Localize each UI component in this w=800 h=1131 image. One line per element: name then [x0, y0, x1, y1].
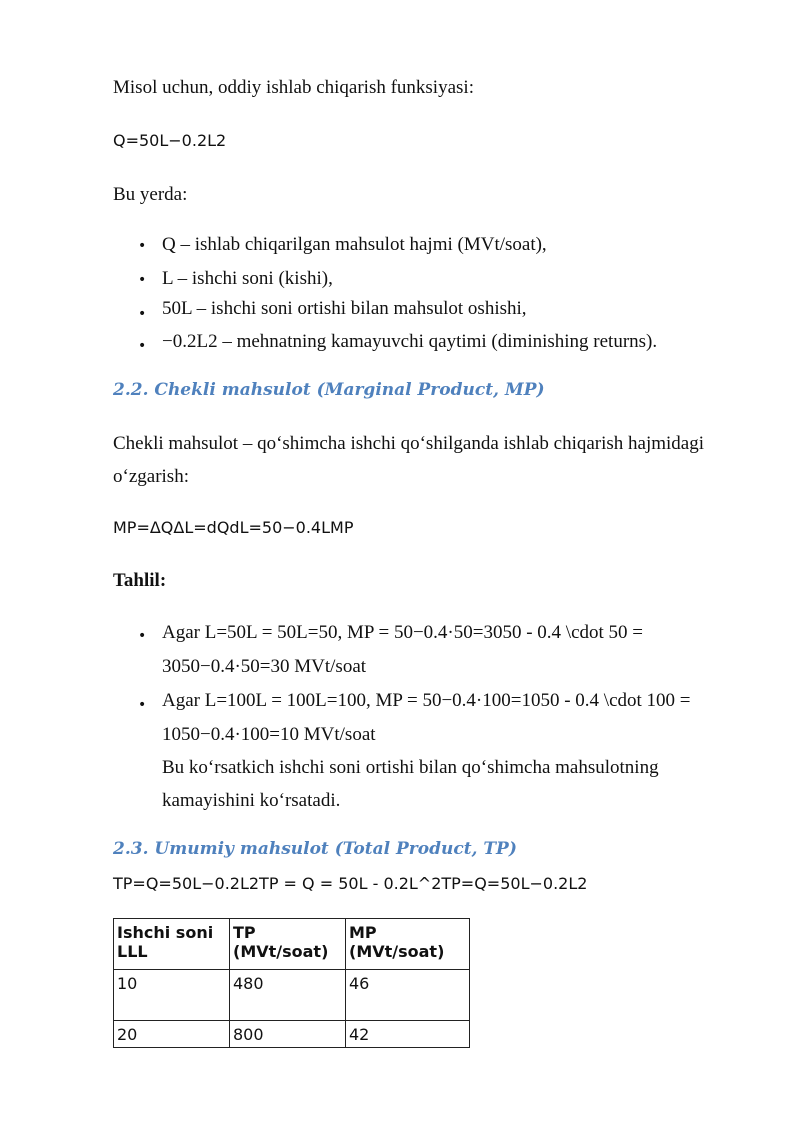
- table-cell: 20: [114, 1021, 230, 1048]
- table-cell: 10: [114, 970, 230, 1021]
- list-item: −0.2L2 – mehnatning kamayuvchi qaytimi (diminishing returns).: [162, 331, 658, 352]
- analysis-line: Bu ko‘rsatkich ishchi soni ortishi bilan qo‘shimcha mahsulotning: [162, 757, 659, 778]
- list-item: L – ishchi soni (kishi),: [162, 268, 333, 289]
- table-cell: 42: [346, 1021, 470, 1048]
- analysis-line: 3050−0.4·50=30 MVt/soat: [162, 656, 367, 677]
- tahlil-label: Tahlil:: [113, 570, 167, 591]
- table-row: [114, 970, 470, 1021]
- bu-yerda-text: Bu yerda:: [113, 184, 188, 205]
- formula-tp: TP=Q=50L−0.2L2TP = Q = 50L - 0.2L^2TP=Q=50L−0.2L2: [113, 874, 588, 893]
- table-cell: 46: [346, 970, 470, 1021]
- analysis-line: Agar L=50L = 50L=50, MP = 50−0.4·50=3050 - 0.4 \cdot 50 =: [162, 622, 644, 643]
- analysis-line: 1050−0.4·100=10 MVt/soat: [162, 724, 376, 745]
- bullet-glyph: •: [138, 238, 147, 254]
- mp-description-line2: o‘zgarish:: [113, 466, 189, 487]
- list-item: Q – ishlab chiqarilgan mahsulot hajmi (MVt/soat),: [162, 234, 547, 255]
- table-row: [114, 1021, 470, 1048]
- mp-description-line1: Chekli mahsulot – qo‘shimcha ishchi qo‘shilganda ishlab chiqarish hajmidagi: [113, 433, 705, 454]
- formula-mp: MP=ΔQΔL=dQdL=50−0.4LMP: [113, 518, 354, 537]
- bullet-glyph: •: [138, 272, 147, 288]
- list-item: 50L – ishchi soni ortishi bilan mahsulot oshishi,: [162, 298, 527, 319]
- analysis-line: Agar L=100L = 100L=100, MP = 50−0.4·100=1050 - 0.4 \cdot 100 =: [162, 690, 691, 711]
- bullet-glyph: •: [138, 628, 147, 644]
- bullet-glyph: •: [138, 306, 147, 322]
- table-cell: 800: [230, 1021, 346, 1048]
- production-table: [113, 918, 470, 1048]
- table-header-cell: MP (MVt/soat): [346, 919, 470, 970]
- table-header-cell: TP (MVt/soat): [230, 919, 346, 970]
- section-heading-tp: 2.3. Umumiy mahsulot (Total Product, TP): [113, 839, 517, 859]
- table-header-cell: Ishchi soni LLL: [114, 919, 230, 970]
- formula-q: Q=50L−0.2L2: [113, 131, 227, 150]
- intro-text: Misol uchun, oddiy ishlab chiqarish funksiyasi:: [113, 77, 474, 98]
- table-header-row: [114, 919, 470, 970]
- bullet-glyph: •: [138, 338, 147, 354]
- bullet-glyph: •: [138, 697, 147, 713]
- section-heading-mp: 2.2. Chekli mahsulot (Marginal Product, MP): [113, 380, 545, 400]
- analysis-line: kamayishini ko‘rsatadi.: [162, 790, 341, 811]
- table-cell: 480: [230, 970, 346, 1021]
